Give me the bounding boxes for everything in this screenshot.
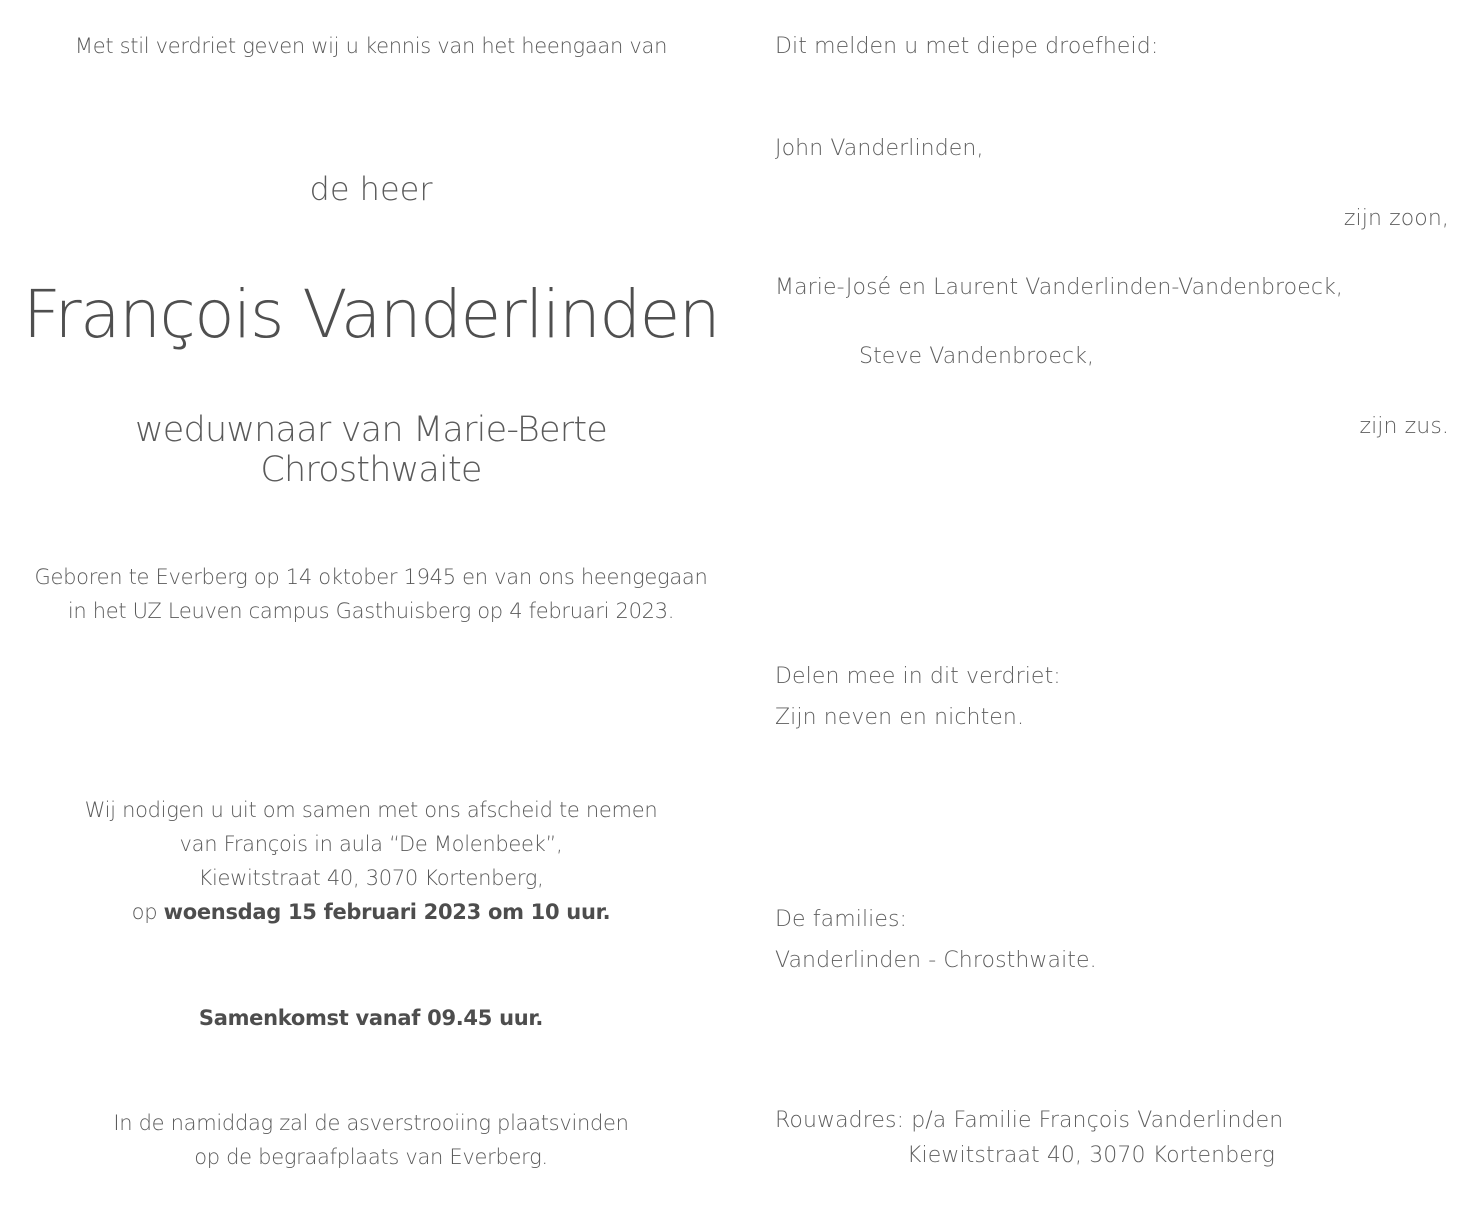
birth-info [20, 560, 722, 628]
ceremony-datetime: woensdag 15 februari 2023 om 10 uur. [163, 900, 611, 924]
widow-of: weduwnaar van Marie-Berte Chrosthwaite [134, 410, 608, 490]
share-heading: Delen mee in dit verdriet: [775, 664, 1061, 689]
gathering-time: Samenkomst vanaf 09.45 uur. [198, 1006, 544, 1030]
sister-relation: zijn zus. [1359, 414, 1449, 439]
deceased-name: François Vanderlinden [22, 276, 720, 353]
mourning-address-label: Rouwadres: p/a Familie François Vanderlinden [775, 1108, 1284, 1133]
scattering-info [20, 1106, 722, 1174]
scatter-line-2: op de begraafplaats van Everberg. [194, 1145, 548, 1169]
title-prefix: de heer [309, 170, 433, 208]
invite-line-2: van François in aula “De Molenbeek”, [179, 832, 563, 856]
families-names: Vanderlinden - Chrosthwaite. [775, 948, 1097, 973]
announce-text: Dit melden u met diepe droefheid: [775, 34, 1159, 59]
invite-line-4-prefix: op [131, 900, 164, 924]
intro-text: Met stil verdriet geven wij u kennis van het heengaan van [74, 34, 668, 58]
birth-line-2: in het UZ Leuven campus Gasthuisberg op 4 februari 2023. [67, 599, 675, 623]
birth-line-1: Geboren te Everberg op 14 oktober 1945 en van ons heengegaan [34, 565, 708, 589]
sister-names: Marie-José en Laurent Vanderlinden-Vandenbroeck, [775, 275, 1344, 300]
mourning-address-street: Kiewitstraat 40, 3070 Kortenberg [907, 1143, 1275, 1168]
invite-line-4 [20, 895, 722, 929]
sister-child: Steve Vandenbroeck, [859, 344, 1095, 369]
invite-line-1: Wij nodigen u uit om samen met ons afscheid te nemen [84, 798, 658, 822]
share-names: Zijn neven en nichten. [775, 705, 1025, 730]
invite-line-3: Kiewitstraat 40, 3070 Kortenberg, [198, 866, 544, 890]
son-name: John Vanderlinden, [775, 136, 984, 161]
families-heading: De families: [775, 907, 908, 932]
son-relation: zijn zoon, [1343, 206, 1449, 231]
invitation [20, 793, 722, 929]
scatter-line-1: In de namiddag zal de asverstrooiing plaatsvinden [113, 1111, 629, 1135]
